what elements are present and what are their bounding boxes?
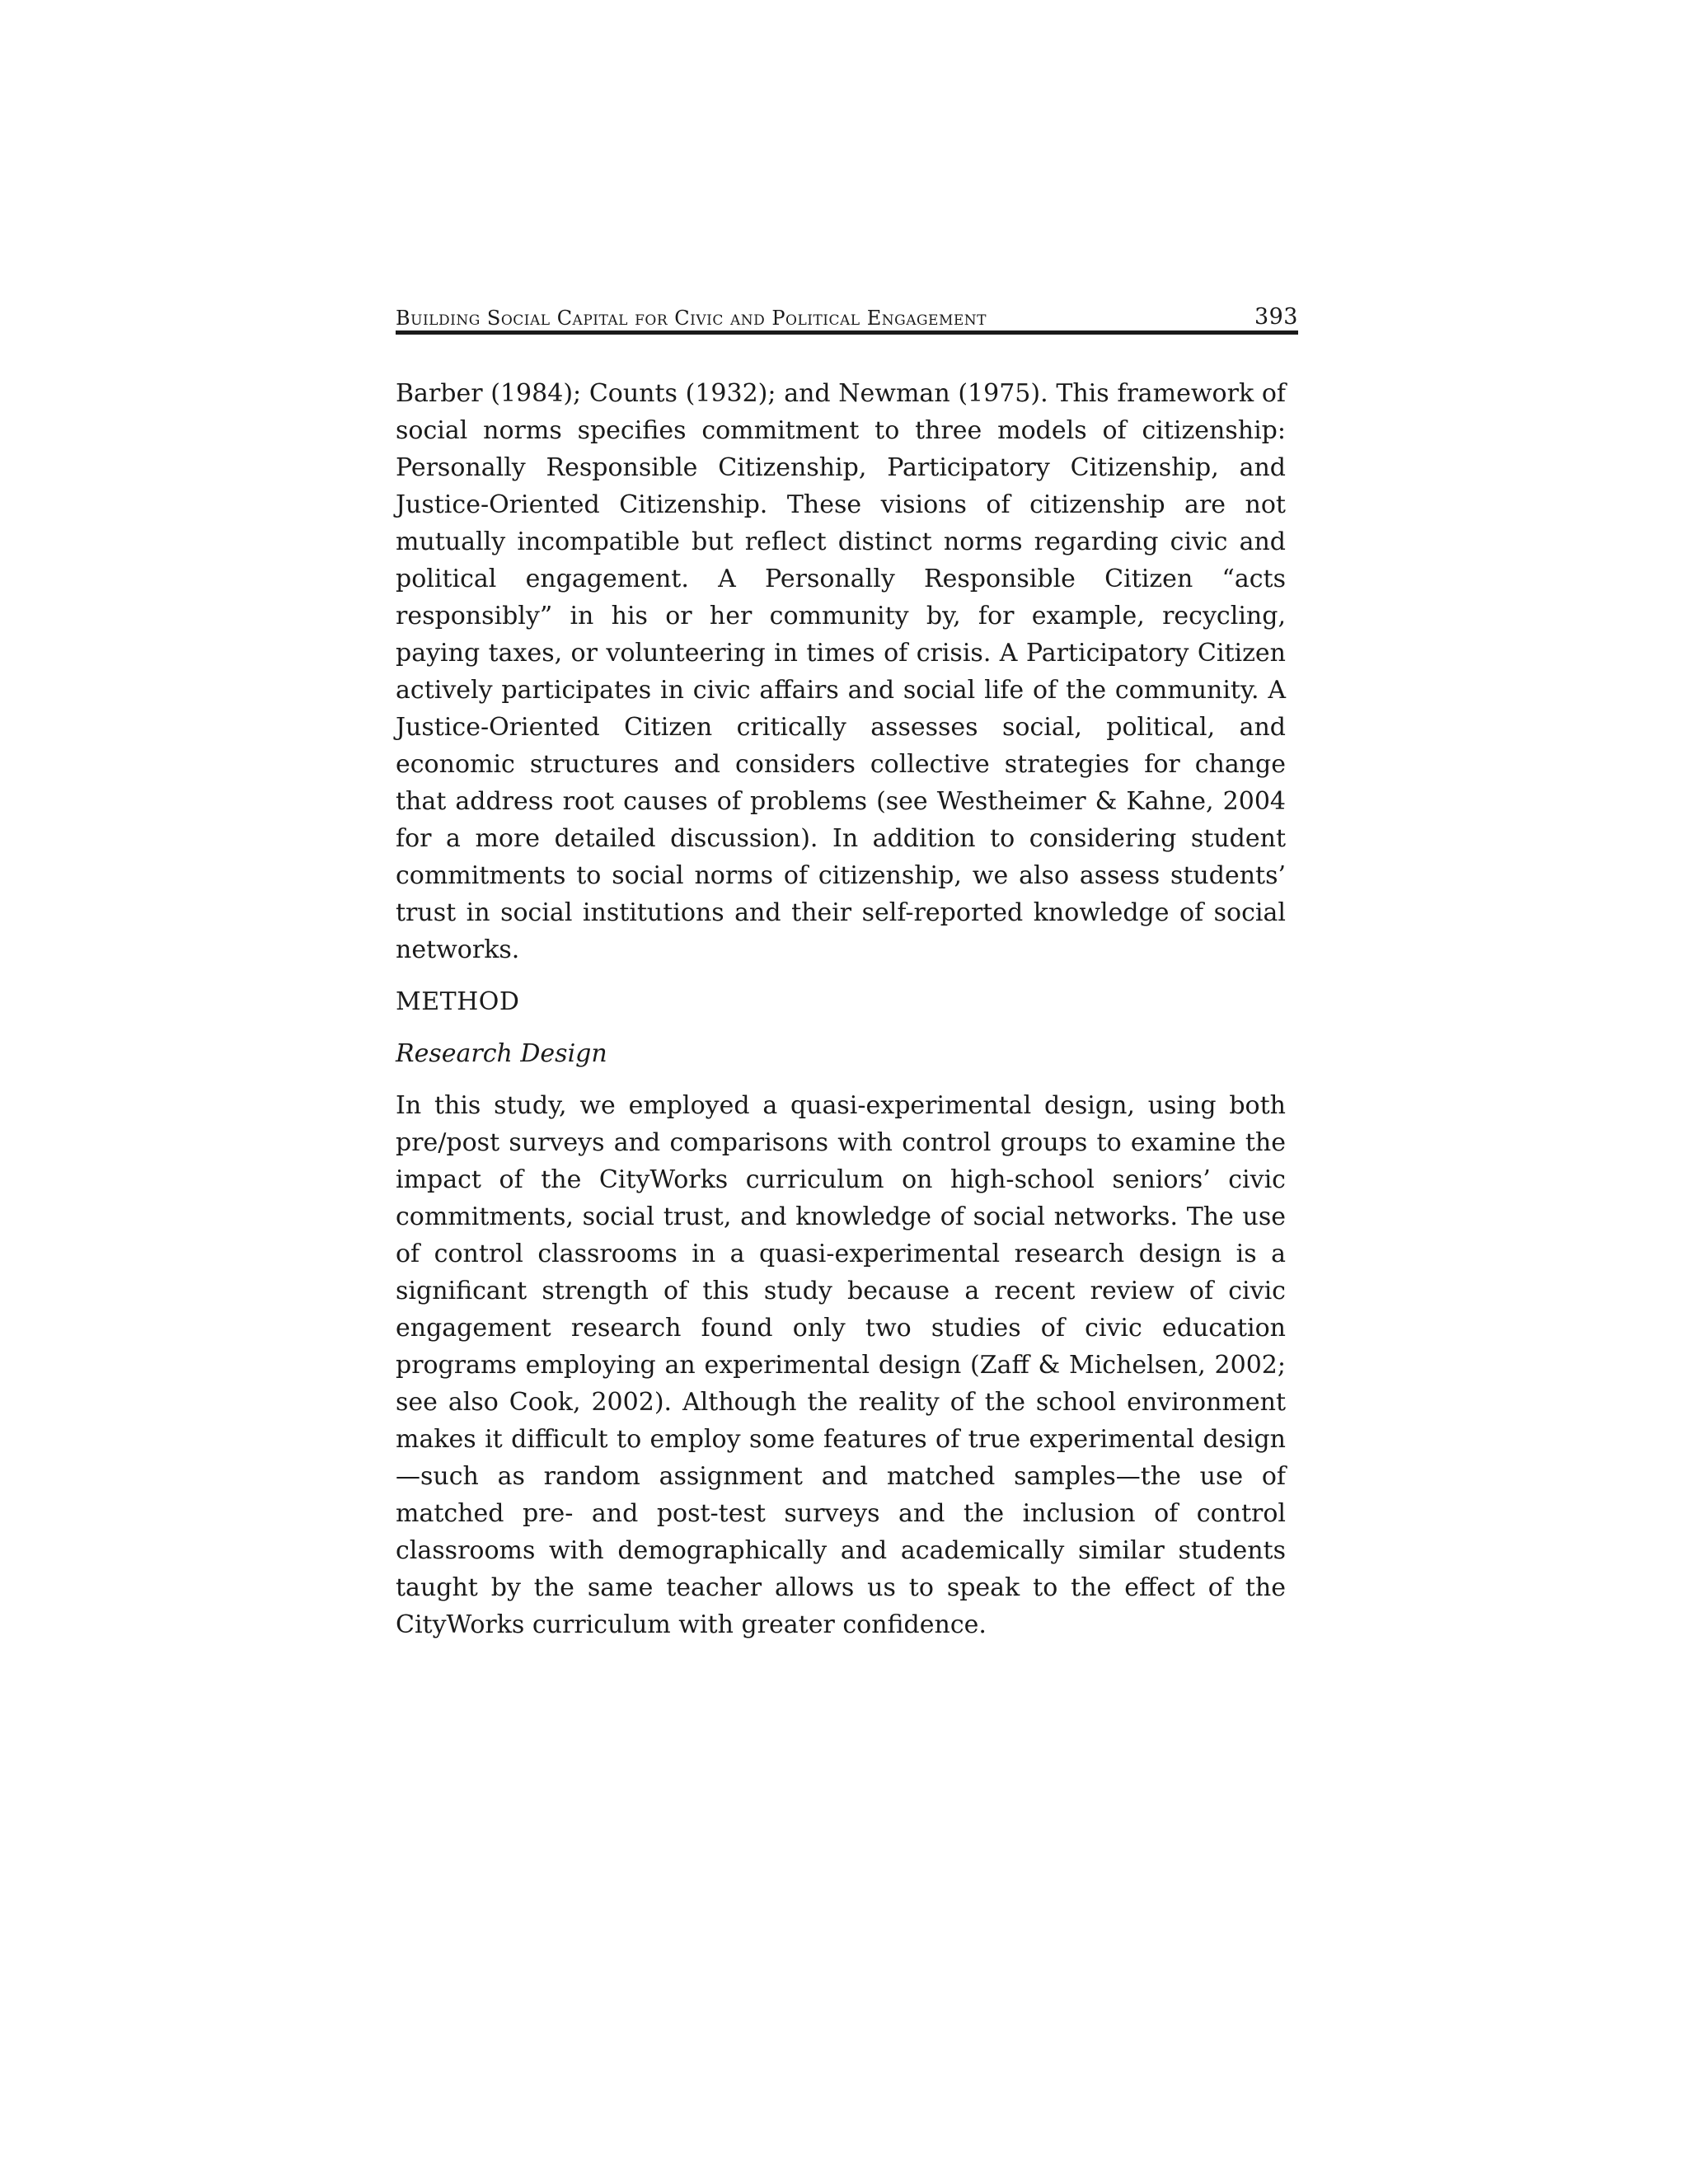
running-header xyxy=(396,297,1298,330)
page-number: 393 xyxy=(1254,304,1298,330)
paragraph-research-design: In this study, we employed a quasi-experimental design, using both pre/post surveys and comparisons with control groups to examine the impact of the CityWorks curriculum on high-school seniors’ civic commitments, social trust, and knowledge of social networks. The use of control classrooms in a quasi-experimental research design is a significant strength of this study because a recent review of civic engagement research found only two studies of civic education programs employing an experimental design (Zaff & Michelsen, 2002; see also Cook, 2002). Although the reality of the school environment makes it difficult to employ some features of true experimental design—such as random assignment and matched samples—the use of matched pre- and post-test surveys and the inclusion of control classrooms with demographically and academically similar students taught by the same teacher allows us to speak to the effect of the CityWorks curriculum with greater confidence. xyxy=(396,1091,1286,1639)
header-rule xyxy=(396,330,1298,335)
body-text xyxy=(396,375,1286,1643)
section-heading-method: METHOD xyxy=(396,987,520,1016)
running-title: Building Social Capital for Civic and Political Engagement xyxy=(396,307,987,330)
subsection-heading-research-design: Research Design xyxy=(396,1039,607,1068)
paragraph-citizenship-models: Barber (1984); Counts (1932); and Newman (1975). This framework of social norms specifies commitment to three models of citizenship: Personally Responsible Citizenship, Participatory Citizenship, and Justice-Oriented Citizenship. These visions of citizenship are not mutually incompatible but reflect distinct norms regarding civic and political engagement. A Personally Responsible Citizen “acts responsibly” in his or her community by, for example, recycling, paying taxes, or volunteering in times of crisis. A Participatory Citizen actively participates in civic affairs and social life of the community. A Justice-Oriented Citizen critically assesses social, political, and economic structures and considers collective strategies for change that address root causes of problems (see Westheimer & Kahne, 2004 for a more detailed discussion). In addition to considering student commitments to social norms of citizenship, we also assess students’ trust in social institutions and their self-reported knowledge of social networks. xyxy=(396,379,1286,964)
